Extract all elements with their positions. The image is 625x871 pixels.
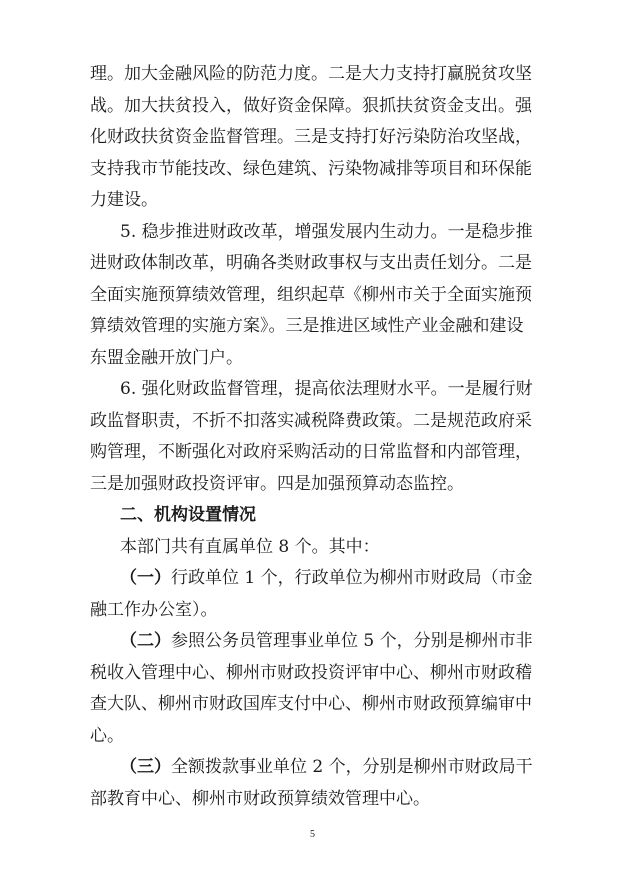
body-text-line: 全面实施预算绩效管理，组织起草《柳州市关于全面实施预 <box>90 285 532 305</box>
item-2-text: 参照公务员管理事业单位 5 个，分别是柳州市非 <box>171 631 533 651</box>
body-text-line: 政监督职责，不折不扣落实减税降费政策。二是规范政府采 <box>90 411 532 431</box>
body-text-line: 力建设。 <box>90 190 158 210</box>
body-text-line: 进财政体制改革，明确各类财政事权与支出责任划分。二是 <box>90 253 532 273</box>
body-text-line: 三是加强财政投资评审。四是加强预算动态监控。 <box>90 474 464 494</box>
item-2-label: （二） <box>120 631 171 651</box>
item-1-line <box>120 566 533 590</box>
body-text-line: 理。加大金融风险的防范力度。二是大力支持打赢脱贫攻坚 <box>90 64 532 84</box>
item-3-text: 全额拨款事业单位 2 个，分别是柳州市财政局干 <box>171 757 533 777</box>
section-heading: 二、机构设置情况 <box>120 505 256 525</box>
item-3-label: （三） <box>120 757 171 777</box>
intro-text: 本部门共有直属单位 8 个。其中： <box>120 537 380 557</box>
body-text-line: 支持我市节能技改、绿色建筑、污染物减排等项目和环保能 <box>90 159 532 179</box>
page-number: 5 <box>310 829 315 840</box>
body-text-line: 购管理，不断强化对政府采购活动的日常监督和内部管理， <box>90 442 532 462</box>
body-text-line: 化财政扶贫资金监督管理。三是支持打好污染防治攻坚战， <box>90 127 532 147</box>
numbered-paragraph-5: 5. 稳步推进财政改革，增强发展内生动力。一是稳步推 <box>120 222 533 242</box>
body-text-line: 战。加大扶贫投入，做好资金保障。狠抓扶贫资金支出。强 <box>90 96 532 116</box>
item-3-line <box>120 755 533 779</box>
body-text-line: 算绩效管理的实施方案》。三是推进区域性产业金融和建设 <box>90 316 524 336</box>
body-text-line: 查大队、柳州市财政国库支付中心、柳州市财政预算编审中 <box>90 694 532 714</box>
body-text-line: 部教育中心、柳州市财政预算绩效管理中心。 <box>90 789 430 809</box>
item-1-text: 行政单位 1 个，行政单位为柳州市财政局（市金 <box>171 568 533 588</box>
item-2-line <box>120 629 533 653</box>
numbered-paragraph-6: 6. 强化财政监督管理，提高依法理财水平。一是履行财 <box>120 379 533 399</box>
body-text-line: 融工作办公室）。 <box>90 600 218 620</box>
body-text-line: 税收入管理中心、柳州市财政投资评审中心、柳州市财政稽 <box>90 663 532 683</box>
body-text-line: 东盟金融开放门户。 <box>90 348 243 368</box>
body-text-line: 心。 <box>90 726 124 746</box>
item-1-label: （一） <box>120 568 171 588</box>
